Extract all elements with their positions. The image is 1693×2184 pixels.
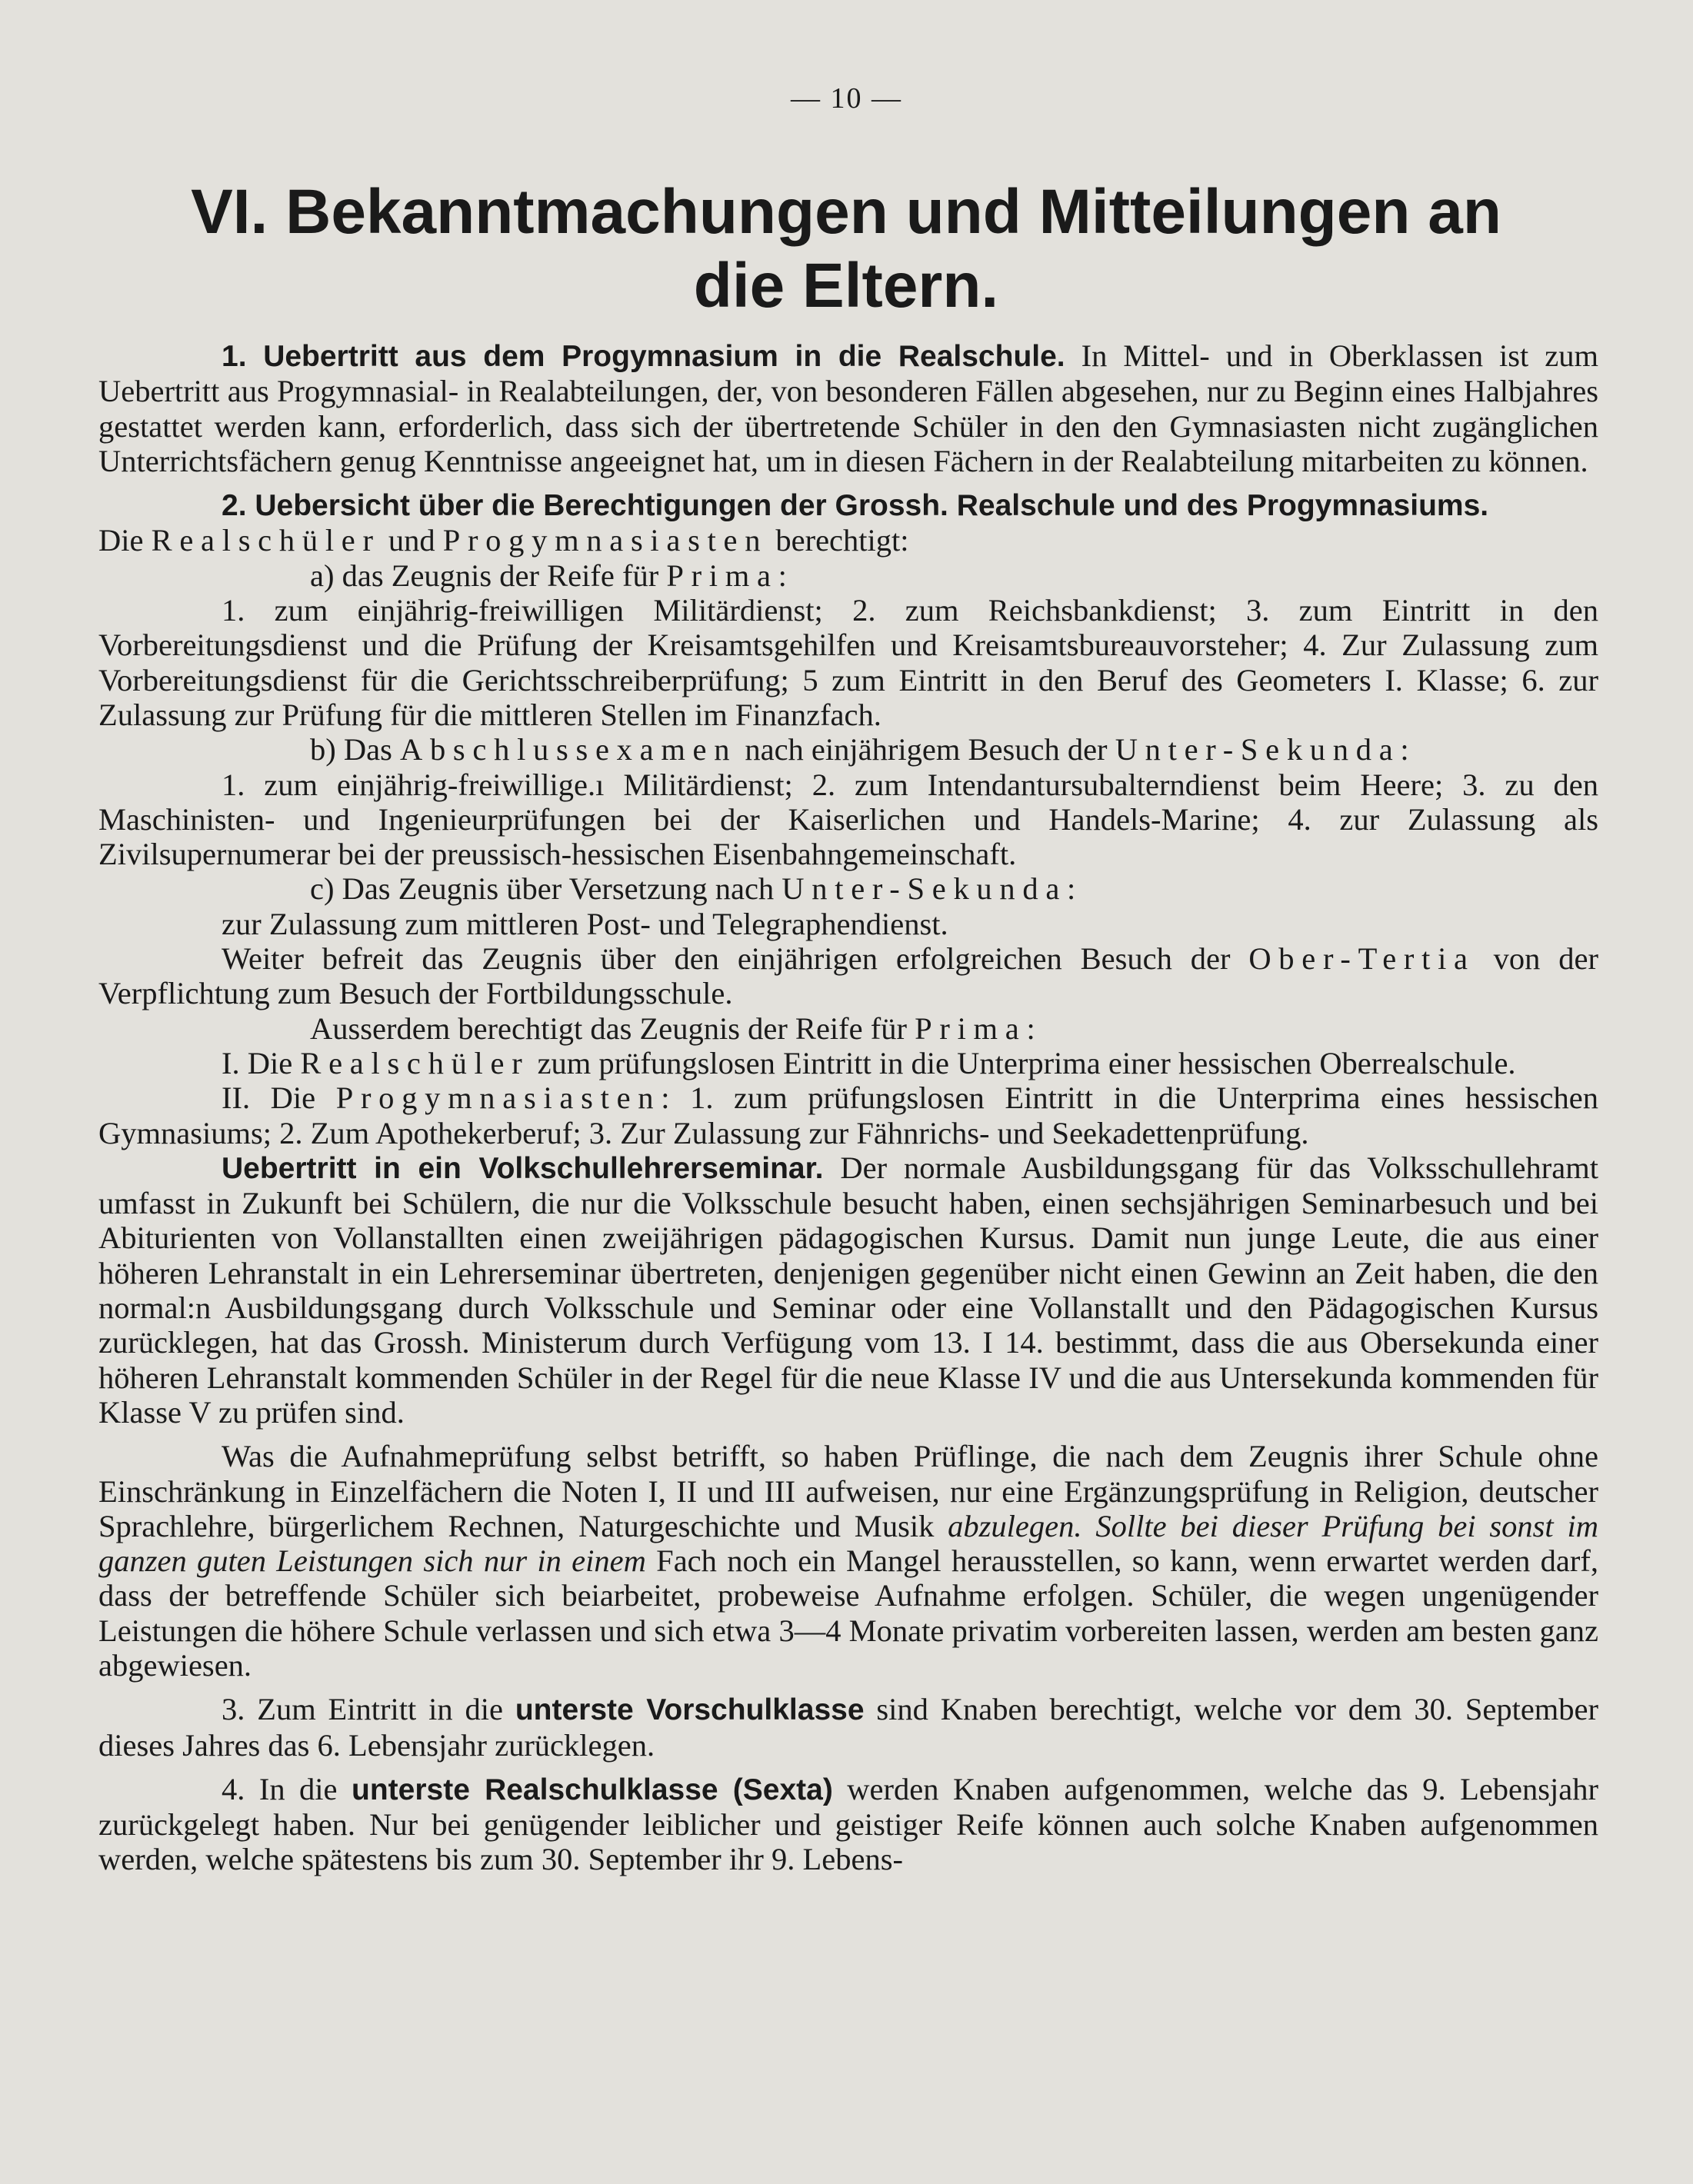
- item-b-text: 1. zum einjährig-freiwillige.ı Militärdienst; 2. zum Intendantursubalterndienst beim Heere; 3. zu den Maschinisten- und Ingenieurprüfungen bei der Kaiserlichen und Handels-Marine; 4. zur Zulassung als Zivilsupernumerar bei der preussisch-hessischen Eisenbahngemeinschaft.: [98, 767, 1598, 872]
- paragraph-realschulklasse: 4. In die unterste Realschulklasse (Sexta) werden Knaben aufgenommen, welche das 9. Lebensjahr zurückgelegt haben. Nur bei genügender leiblicher und geistiger Reife können auch solche Knaben aufgenommen werden, welche spätestens bis zum 30. September ihr 9. Lebens-: [98, 1771, 1599, 1877]
- paragraph-berechtigt-intro: Die Realschüler und Progymnasiasten berechtigt:: [98, 523, 909, 558]
- item-a-text: 1. zum einjährig-freiwilligen Militärdienst; 2. zum Reichsbankdienst; 3. zum Eintritt in den Vorbereitungsdienst und die Prüfung der Kreisamtsgehilfen und Kreisamtsbureauvorsteher; 4. Zur Zulassung zum Vorbereitungsdienst für die Gerichtsschreiberprüfung; 5 zum Eintritt in den Beruf des Geometers I. Klasse; 6. zur Zulassung zur Prüfung für die mittleren Stellen im Finanzfach.: [98, 593, 1598, 732]
- paragraph-weiter-befreit: Weiter befreit das Zeugnis über den einjährigen erfolgreichen Besuch der Ober-Tertia von der Verpflichtung zum Besuch der Fortbildungsschule.: [98, 941, 1598, 1011]
- body-text: [98, 338, 1598, 1877]
- paragraph-ausserdem: Ausserdem berechtigt das Zeugnis der Reife für Prima:: [310, 1010, 1035, 1046]
- page-number: — 10 —: [791, 82, 902, 115]
- heading-line-2: die Eltern.: [693, 251, 999, 321]
- subheading-uebertritt-realschule: 1. Uebertritt aus dem Progymnasium in die Realschule.: [222, 340, 1065, 373]
- paragraph-vorschulklasse: 3. Zum Eintritt in die unterste Vorschulklasse sind Knaben berechtigt, welche vor dem 30. September dieses Jahres das 6. Lebensjahr zurücklegen.: [98, 1692, 1599, 1763]
- item-a-heading: a) das Zeugnis der Reife für Prima:: [310, 558, 787, 593]
- item-realschueler: I. Die Realschüler zum prüfungslosen Eintritt in die Unterprima einer hessischen Oberrealschule.: [222, 1045, 1516, 1080]
- subheading-volksschullehrerseminar: Uebertritt in ein Volkschullehrerseminar.: [222, 1151, 824, 1185]
- item-c-text: zur Zulassung zum mittleren Post- und Telegraphendienst.: [222, 906, 948, 941]
- paragraph-aufnahmepruefung: Was die Aufnahmeprüfung selbst betrifft, so haben Prüflinge, die nach dem Zeugnis ihrer Schule ohne Einschränkung in Einzelfächern die Noten I, II und III aufweisen, nur eine Ergänzungsprüfung in Religion, deutscher Sprachlehre, bürgerlichem Rechnen, Naturgeschichte und Musik abzulegen. Sollte bei dieser Prüfung bei sonst im ganzen guten Leistungen sich nur in einem Fach noch ein Mangel herausstellen, so kann, wenn erwartet werden darf, dass der betreffende Schüler sich beiarbeitet, probeweise Aufnahme erfolgen. Schüler, die wegen ungenügender Leistungen die höhere Schule verlassen und sich etwa 3—4 Monate privatim vorbereiten lassen, werden am besten ganz abgewiesen.: [98, 1439, 1598, 1683]
- subheading-berechtigungen: 2. Uebersicht über die Berechtigungen der Grossh. Realschule und des Progymnasiums.: [222, 489, 1489, 523]
- paragraph-volksschullehrerseminar: Uebertritt in ein Volkschullehrerseminar. Der normale Ausbildungsgang für das Volksschullehramt umfasst in Zukunft bei Schülern, die nur die Volksschule besucht haben, einen sechsjährigen Seminarbesuch und bei Abiturienten von Vollanstallten einen zweijährigen pädagogischen Kursus. Damit nun junge Leute, die aus einer höheren Lehranstalt in ein Lehrerseminar übertreten, denjenigen gegenüber nicht einen Gewinn an Zeit haben, die den normal:n Ausbildungsgang durch Volksschule und Seminar oder eine Vollanstallt und den Pädagogischen Kursus zurücklegen, hat das Grossh. Ministerum durch Verfügung vom 13. I 14. bestimmt, dass die aus Obersekunda einer höheren Lehranstalt kommenden Schüler in der Regel für die neue Klasse IV und die aus Untersekunda kommenden für Klasse V zu prüfen sind.: [98, 1150, 1598, 1430]
- paragraph-uebertritt-realschule: 1. Uebertritt aus dem Progymnasium in die Realschule. In Mittel- und in Oberklassen ist zum Uebertritt aus Progymnasial- in Realabteilungen, der, von besonderen Fällen abgesehen, nur zu Beginn eines Halbjahres gestattet werden kann, erforderlich, dass sich der übertretende Schüler in den den Gymnasiasten nicht zugänglichen Unterrichtsfächern genug Kenntnisse angeeignet hat, um in diesen Fächern in der Realabteilung mitarbeiten zu können.: [98, 338, 1598, 478]
- item-b-heading: b) Das Abschlussexamen nach einjährigem Besuch der Unter-Sekunda:: [310, 732, 1409, 767]
- item-c-heading: c) Das Zeugnis über Versetzung nach Unter-Sekunda:: [310, 871, 1076, 907]
- section-heading: [108, 175, 1585, 323]
- item-progymnasiasten: II. Die Progymnasiasten: 1. zum prüfungslosen Eintritt in die Unterprima eines hessischen Gymnasiums; 2. Zum Apothekerberuf; 3. Zur Zulassung zur Fähnrichs- und Seekadettenprüfung.: [98, 1080, 1599, 1150]
- heading-line-1: VI. Bekanntmachungen und Mitteilungen an: [191, 177, 1501, 247]
